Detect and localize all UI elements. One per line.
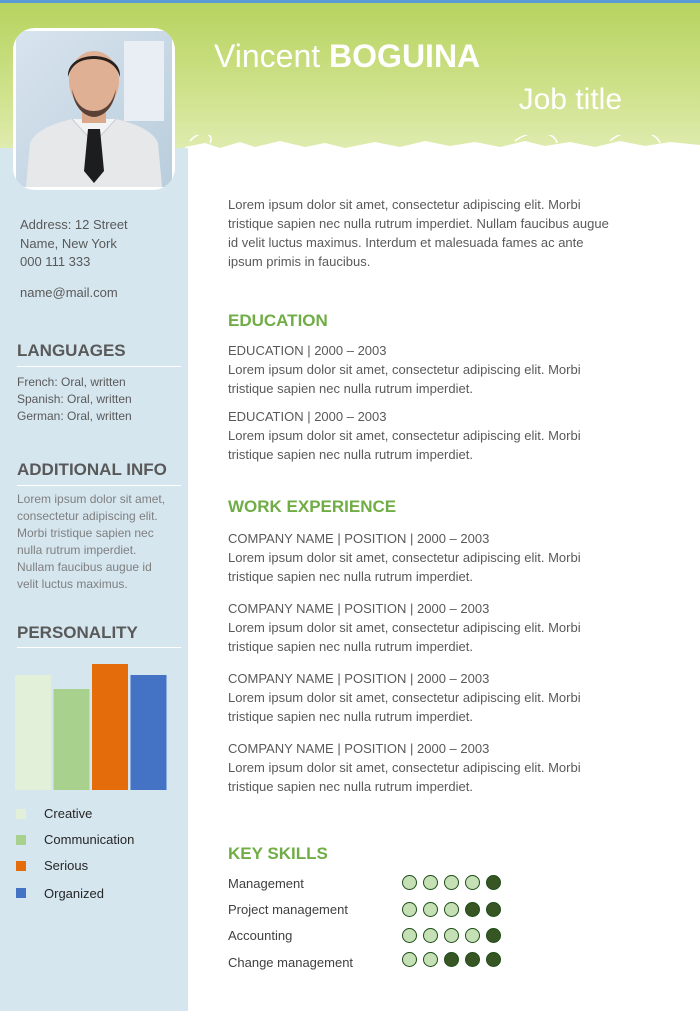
work-entry-title: COMPANY NAME | POSITION | 2000 – 2003: [228, 531, 490, 546]
work-entry-title: COMPANY NAME | POSITION | 2000 – 2003: [228, 601, 490, 616]
work-desc-line: Lorem ipsum dolor sit amet, consectetur adipiscing elit. Morbi: [228, 550, 581, 565]
skill-dot: [486, 875, 501, 890]
profile-photo: [13, 28, 175, 190]
language-item: German: Oral, written: [17, 409, 132, 423]
brush-stroke-decoration: [185, 135, 700, 165]
languages-divider: [17, 366, 181, 367]
key-skills-heading: KEY SKILLS: [228, 844, 328, 863]
legend-label-communication: Communication: [44, 832, 135, 847]
skill-dot: [423, 952, 438, 967]
work-desc-line: tristique sapien nec nulla rutrum imperdiet.: [228, 709, 473, 724]
skill-dot: [423, 902, 438, 917]
skill-dot: [486, 952, 501, 967]
additional-info-text: [17, 491, 187, 593]
skill-dot: [486, 902, 501, 917]
work-entry-desc: [228, 548, 663, 586]
skill-rating: [402, 952, 522, 970]
personality-bar-chart: [14, 660, 170, 792]
work-entry-desc: [228, 758, 663, 796]
contact-address-line2: Name, New York: [20, 236, 117, 251]
additional-info-divider: [17, 485, 181, 486]
language-item: French: Oral, written: [17, 375, 126, 389]
last-name: BOGUINA: [329, 38, 481, 74]
legend-label-organized: Organized: [44, 886, 104, 901]
additional-info-line: Nullam faucibus augue id: [17, 560, 152, 574]
skill-name: Project management: [228, 902, 348, 917]
additional-info-line: velit luctus maximus.: [17, 577, 128, 591]
work-desc-line: Lorem ipsum dolor sit amet, consectetur adipiscing elit. Morbi: [228, 690, 581, 705]
skill-dot: [423, 928, 438, 943]
education-desc-line: Lorem ipsum dolor sit amet, consectetur adipiscing elit. Morbi: [228, 428, 581, 443]
education-entry-title: EDUCATION | 2000 – 2003: [228, 343, 387, 358]
work-desc-line: tristique sapien nec nulla rutrum imperdiet.: [228, 569, 473, 584]
skill-dot: [402, 875, 417, 890]
work-entry-desc: [228, 688, 663, 726]
bar-communication: [54, 689, 90, 790]
first-name: Vincent: [214, 38, 321, 74]
legend-swatch-communication: [16, 835, 26, 845]
bar-organized: [131, 675, 167, 790]
skill-dot: [444, 902, 459, 917]
skill-dot: [444, 875, 459, 890]
legend-swatch-creative: [16, 809, 26, 819]
education-heading: EDUCATION: [228, 311, 328, 330]
skill-dot: [465, 928, 480, 943]
skill-dot: [444, 952, 459, 967]
contact-phone: 000 111 333: [20, 254, 91, 269]
work-desc-line: tristique sapien nec nulla rutrum imperdiet.: [228, 779, 473, 794]
intro-line: tristique sapien nec nulla rutrum imperdiet. Nullam faucibus augue: [228, 216, 609, 231]
intro-line: id velit luctus maximus. Interdum et malesuada fames ac ante: [228, 235, 584, 250]
skill-dot: [486, 928, 501, 943]
skill-name: Accounting: [228, 928, 293, 943]
skill-dot: [465, 902, 480, 917]
education-desc-line: Lorem ipsum dolor sit amet, consectetur adipiscing elit. Morbi: [228, 362, 581, 377]
work-desc-line: Lorem ipsum dolor sit amet, consectetur adipiscing elit. Morbi: [228, 620, 581, 635]
skill-dot: [444, 928, 459, 943]
additional-info-heading: ADDITIONAL INFO: [17, 460, 167, 479]
additional-info-line: consectetur adipiscing elit.: [17, 509, 158, 523]
skill-rating: [402, 875, 522, 893]
skill-dot: [465, 952, 480, 967]
skill-dot: [465, 875, 480, 890]
additional-info-line: Morbi tristique sapien nec: [17, 526, 154, 540]
work-desc-line: tristique sapien nec nulla rutrum imperdiet.: [228, 639, 473, 654]
work-desc-line: Lorem ipsum dolor sit amet, consectetur adipiscing elit. Morbi: [228, 760, 581, 775]
skill-name: Management: [228, 876, 304, 891]
additional-info-line: Lorem ipsum dolor sit amet,: [17, 492, 166, 506]
skill-rating: [402, 928, 522, 946]
work-entry-title: COMPANY NAME | POSITION | 2000 – 2003: [228, 671, 490, 686]
bar-creative: [15, 675, 51, 790]
legend-swatch-serious: [16, 861, 26, 871]
legend-swatch-organized: [16, 888, 26, 898]
skill-dot: [402, 928, 417, 943]
job-title: Job title: [518, 83, 622, 116]
work-entry-desc: [228, 618, 663, 656]
skill-rating: [402, 902, 522, 920]
languages-heading: LANGUAGES: [17, 341, 126, 360]
education-entry-desc: [228, 360, 663, 398]
intro-paragraph: [228, 195, 663, 271]
work-entry-title: COMPANY NAME | POSITION | 2000 – 2003: [228, 741, 490, 756]
personality-divider: [17, 647, 181, 648]
bar-serious: [92, 664, 128, 790]
contact-email[interactable]: name@mail.com: [20, 285, 118, 300]
contact-address-line1: Address: 12 Street: [20, 217, 128, 232]
education-entry-title: EDUCATION | 2000 – 2003: [228, 409, 387, 424]
legend-label-serious: Serious: [44, 858, 89, 873]
education-desc-line: tristique sapien nec nulla rutrum imperdiet.: [228, 447, 473, 462]
legend-label-creative: Creative: [44, 806, 93, 821]
additional-info-line: nulla rutrum imperdiet.: [17, 543, 137, 557]
education-desc-line: tristique sapien nec nulla rutrum imperdiet.: [228, 381, 473, 396]
skill-name: Change management: [228, 955, 354, 970]
education-entry-desc: [228, 426, 663, 464]
candidate-name: [214, 38, 480, 75]
intro-line: Lorem ipsum dolor sit amet, consectetur adipiscing elit. Morbi: [228, 197, 581, 212]
skill-dot: [402, 952, 417, 967]
profile-photo-image: [16, 31, 172, 187]
intro-line: ipsum primis in faucibus.: [228, 254, 371, 269]
personality-heading: PERSONALITY: [17, 623, 138, 642]
work-experience-heading: WORK EXPERIENCE: [228, 497, 397, 516]
skill-dot: [423, 875, 438, 890]
language-item: Spanish: Oral, written: [17, 392, 132, 406]
skill-dot: [402, 902, 417, 917]
